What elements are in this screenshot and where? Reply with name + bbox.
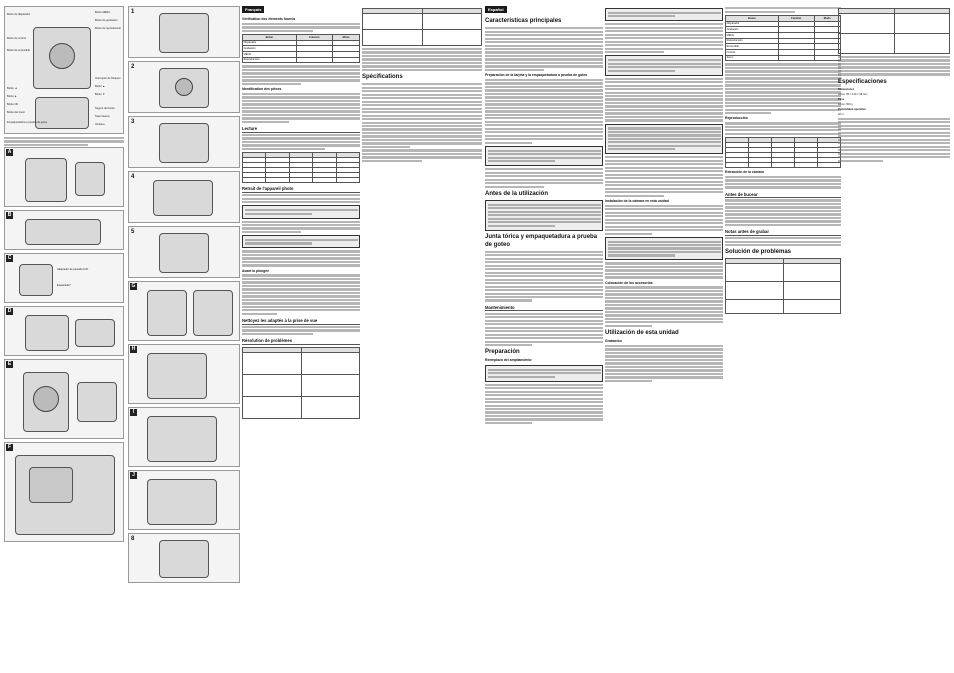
es-section-heading: Grabación xyxy=(605,339,622,344)
es-playback-table xyxy=(725,137,841,168)
step-3: 3 xyxy=(128,116,240,168)
language-tab-spanish: Español xyxy=(485,6,507,13)
step-2: 2 xyxy=(128,61,240,113)
spanish-column-1 xyxy=(485,6,603,668)
figure-g: G xyxy=(128,281,240,341)
es-section-heading: Preparación xyxy=(485,349,520,356)
es-troubleshooting-table-2 xyxy=(838,8,950,54)
es-section-heading: Colocación de los accesorios xyxy=(605,280,653,285)
spanish-column-3 xyxy=(725,6,841,668)
step-8: 8 xyxy=(128,533,240,583)
figure-e: E xyxy=(4,359,124,439)
french-column-1 xyxy=(242,6,360,668)
step-5: 5 xyxy=(128,226,240,278)
figure-d: D xyxy=(4,306,124,356)
fr-specifications-title: Spécifications xyxy=(362,74,403,81)
french-column-2 xyxy=(362,6,482,668)
es-title: Características principales xyxy=(485,17,562,24)
language-tab-french: Français xyxy=(242,6,264,13)
fr-section-heading: Lecture xyxy=(242,126,360,133)
es-section-heading: Junta tórica y empaquetadura a prueba de goteo xyxy=(485,233,598,248)
fr-parts-table: Botón Función Modo Disparador Grabación MENU Reproducción xyxy=(242,34,360,63)
es-section-heading: Notas antes de grabar xyxy=(725,229,841,236)
es-section-heading: Antes de bucear xyxy=(725,192,841,199)
fr-troubleshooting-table-2 xyxy=(362,8,482,46)
step-4: 4 xyxy=(128,171,240,223)
es-section-heading: Extracción de la cámara xyxy=(725,169,764,174)
fr-troubleshooting-table xyxy=(242,347,360,419)
es-section-heading: Reproducción xyxy=(725,116,748,121)
figure-a: A xyxy=(4,147,124,207)
es-section-heading: Utilización de esta unidad xyxy=(605,329,679,336)
es-section-heading: Mantenimiento xyxy=(485,305,603,312)
figure-i: I xyxy=(128,407,240,467)
figure-f: F xyxy=(4,442,124,542)
figure-j: J xyxy=(128,470,240,530)
figure-c: C Adaptador de pantalla LCD Espaciador* xyxy=(4,253,124,303)
es-buttons-table: Botón Función Modo Disparador Grabación MENU Reproducción Encendido Control Zoom xyxy=(725,15,841,62)
spanish-column-4: Especificaciones Dimensiones Aprox. 95 × 149 × 93 mm Peso Aprox. 500 g Profundidad operativa 40 m xyxy=(838,6,950,668)
fr-section-heading: Nettoyez les adaptés à la prise de vue xyxy=(242,318,360,325)
fr-section-heading: Vérification des éléments fournis xyxy=(242,16,296,21)
figure-column-2 xyxy=(128,6,240,668)
es-specifications-title: Especificaciones xyxy=(838,78,887,85)
es-section-heading: Solución de problemas xyxy=(725,249,792,256)
fr-section-heading: Avant la plongée xyxy=(242,268,270,273)
es-section-heading: Preparación de la tarjeta y la empaquetadura a prueba de goteo xyxy=(485,73,588,78)
fr-playback-table xyxy=(242,152,360,183)
spanish-column-2 xyxy=(605,6,723,668)
es-section-heading: Instalación de la cámara en esta unidad xyxy=(605,198,669,203)
es-section-heading: Antes de la utilización xyxy=(485,190,549,197)
figure-h: H xyxy=(128,344,240,404)
intro-text xyxy=(4,137,124,146)
parts-diagram: Botón de disparador Botón MENU Botón de grabación Botón de reproducción Botón de control Botón de encendido Interruptor de bloqueo Botón ▲ Botón ▼ Botón ◄ Botón ► Botón OK Botón del zoom Empaquetadura a prueba de goteo Seguro del botón Tapa trasera Ventana xyxy=(4,6,124,134)
figure-column-1 xyxy=(4,6,124,668)
fr-section-heading: Identification des pièces xyxy=(242,87,282,92)
es-troubleshooting-table xyxy=(725,258,841,314)
fr-section-heading: Résolution de problèmes xyxy=(242,338,360,345)
fr-section-heading: Retrait de l'appareil photo xyxy=(242,186,360,193)
step-1: 1 xyxy=(128,6,240,58)
es-section-heading: Reemplazo del ampliamiento xyxy=(485,358,532,363)
figure-b: B xyxy=(4,210,124,250)
